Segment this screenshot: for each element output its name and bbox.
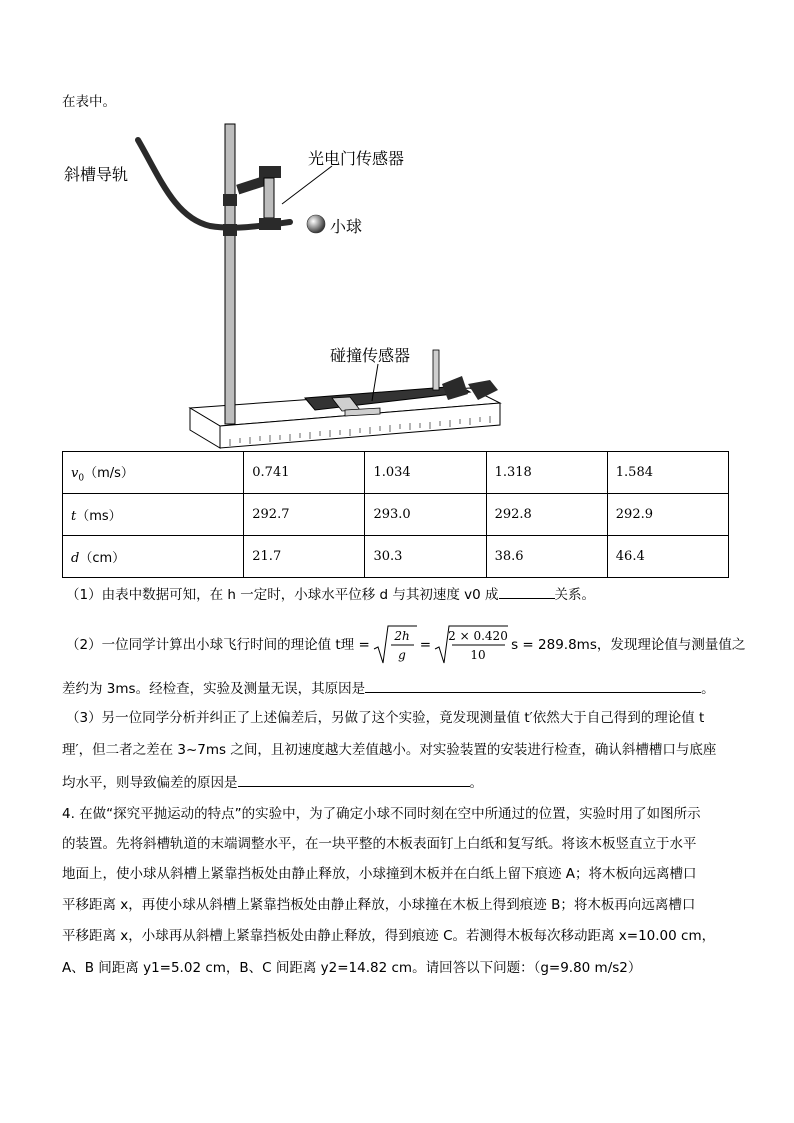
question-2	[66, 622, 745, 668]
question-3-line1: （3）另一位同学分析并纠正了上述偏差后，另做了这个实验，竟发现测量值 t′依然大于自己得到的理论值 t	[66, 710, 705, 726]
table-cell: 0.741	[244, 452, 365, 494]
q3-line3-tail: 。	[469, 775, 483, 791]
sqrt-formula-2	[433, 623, 509, 667]
table-header-cell: d（cm）	[63, 536, 244, 578]
q2-result: s = 289.8ms，发现理论值与测量值之	[511, 637, 746, 653]
table-cell: 1.034	[365, 452, 486, 494]
ball	[307, 215, 325, 233]
problem-4-line3: 地面上，使小球从斜槽上紧靠挡板处由静止释放，小球撞到木板并在白纸上留下痕迹 A；将木板向远离槽口	[62, 866, 697, 882]
question-3-line3	[62, 772, 483, 793]
sqrt-formula-1	[372, 623, 418, 667]
q1-tail: 关系。	[554, 587, 596, 603]
q3-line3-text: 均水平，则导致偏差的原因是	[62, 775, 238, 791]
sqrt1-denominator: g	[397, 648, 406, 662]
table-cell: 293.0	[365, 494, 486, 536]
table-header-cell: t（ms）	[63, 494, 244, 536]
q2-line2-tail: 。	[701, 681, 715, 697]
apparatus-figure	[60, 118, 520, 450]
q1-blank[interactable]	[499, 584, 555, 599]
label-ball: 小球	[330, 217, 363, 236]
table-cell: 292.9	[607, 494, 728, 536]
problem-4-line6: A、B 间距离 y1=5.02 cm，B、C 间距离 y2=14.82 cm。请回答以下问题：（g=9.80 m/s2）	[62, 960, 642, 976]
sqrt2-denominator: 10	[470, 648, 486, 662]
data-table	[62, 451, 729, 578]
problem-4-line1: 4. 在做“探究平抛运动的特点”的实验中，为了确定小球不同时刻在空中所通过的位置，实验时用了如图所示	[62, 806, 701, 822]
table-cell: 292.8	[486, 494, 607, 536]
stand-rod	[225, 124, 235, 424]
q2-blank[interactable]	[365, 678, 701, 693]
problem-4-line2: 的装置。先将斜槽轨道的末端调整水平，在一块平整的木板表面钉上白纸和复写纸。将该木板竖直立于水平	[62, 836, 697, 852]
question-1	[66, 584, 595, 605]
q2-line2-text: 差约为 3ms。经检查，实验及测量无误，其原因是	[62, 681, 366, 697]
table-cell: 1.318	[486, 452, 607, 494]
q2-text: （2）一位同学计算出小球飞行时间的理论值 t理 =	[66, 637, 370, 653]
table-cell: 38.6	[486, 536, 607, 578]
table-cell: 1.584	[607, 452, 728, 494]
table-row	[63, 536, 729, 578]
table-cell: 21.7	[244, 536, 365, 578]
sqrt1-numerator: 2h	[394, 629, 410, 643]
question-3-line2: 理′，但二者之差在 3~7ms 之间，且初速度越大差值越小。对实验装置的安装进行检查，确认斜槽槽口与底座	[62, 742, 717, 758]
label-photogate: 光电门传感器	[308, 149, 405, 168]
label-collision-sensor: 碰撞传感器	[330, 346, 411, 365]
sqrt2-numerator: 2 × 0.420	[448, 629, 508, 643]
intro-text: 在表中。	[62, 94, 116, 110]
problem-4-line4: 平移距离 x，再使小球从斜槽上紧靠挡板处由静止释放，小球撞在木板上得到痕迹 B；将木板再向远离槽口	[62, 897, 696, 913]
table-header-cell: $v_0(m/s)$	[63, 452, 244, 494]
table-row	[63, 494, 729, 536]
q2-equals: =	[419, 637, 432, 653]
label-incline-rail: 斜槽导轨	[64, 165, 129, 184]
table-cell: 30.3	[365, 536, 486, 578]
table-cell: 292.7	[244, 494, 365, 536]
q3-blank[interactable]	[238, 772, 470, 787]
q1-text: （1）由表中数据可知，在 h 一定时，小球水平位移 d 与其初速度 v0 成	[66, 587, 499, 603]
table-cell: 46.4	[607, 536, 728, 578]
problem-4-line5: 平移距离 x，小球再从斜槽上紧靠挡板处由静止释放，得到痕迹 C。若测得木板每次移动距离 x=10.00 cm，	[62, 928, 716, 944]
question-2-line2	[62, 678, 715, 699]
table-row	[63, 452, 729, 494]
